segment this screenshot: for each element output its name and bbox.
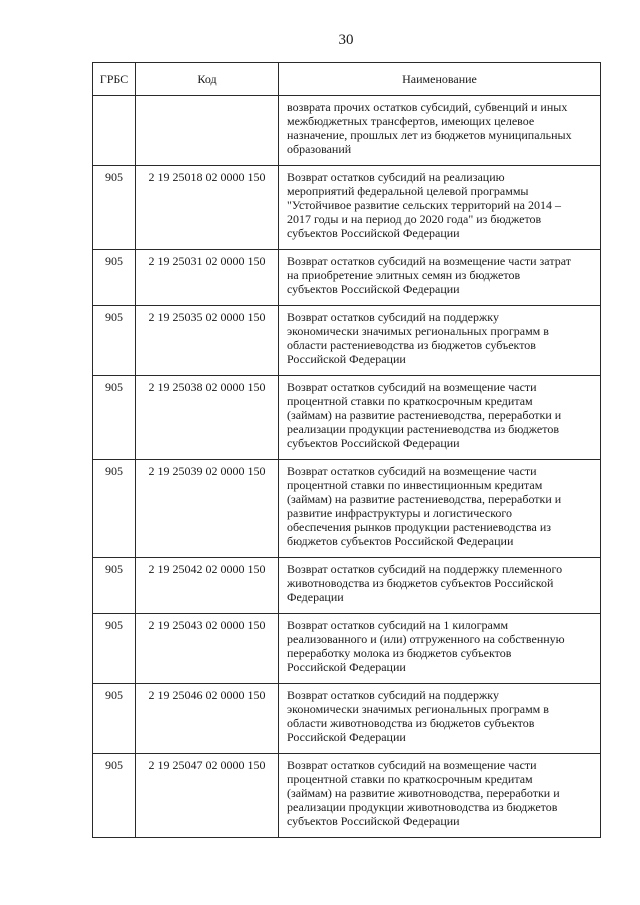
cell-code: 2 19 25018 02 0000 150 bbox=[136, 166, 279, 250]
table-row bbox=[93, 376, 601, 460]
cell-name: Возврат остатков субсидий на реализацию мероприятий федеральной целевой программы "Устойчивое развитие сельских территорий на 2014 – 2017 годы и на период до 2020 года" из бюджетов субъектов Российской Федерации bbox=[279, 166, 601, 250]
header-grbs: ГРБС bbox=[93, 63, 136, 96]
cell-code: 2 19 25038 02 0000 150 bbox=[136, 376, 279, 460]
table-row bbox=[93, 306, 601, 376]
cell-grbs: 905 bbox=[93, 614, 136, 684]
page-number: 30 bbox=[338, 32, 354, 48]
cell-name: Возврат остатков субсидий на 1 килограмм реализованного и (или) отгруженного на собственную переработку молока из бюджетов субъектов Российской Федерации bbox=[279, 614, 601, 684]
header-code: Код bbox=[136, 63, 279, 96]
cell-name: Возврат остатков субсидий на поддержку экономически значимых региональных программ в области животноводства из бюджетов субъектов Российской Федерации bbox=[279, 684, 601, 754]
table-row bbox=[93, 558, 601, 614]
cell-code bbox=[136, 96, 279, 166]
table-row bbox=[93, 684, 601, 754]
cell-code: 2 19 25042 02 0000 150 bbox=[136, 558, 279, 614]
budget-codes-table bbox=[92, 62, 601, 838]
cell-code: 2 19 25047 02 0000 150 bbox=[136, 754, 279, 838]
cell-code: 2 19 25039 02 0000 150 bbox=[136, 460, 279, 558]
cell-grbs bbox=[93, 96, 136, 166]
cell-grbs: 905 bbox=[93, 558, 136, 614]
table-row bbox=[93, 460, 601, 558]
cell-grbs: 905 bbox=[93, 166, 136, 250]
cell-name: Возврат остатков субсидий на возмещение части затрат на приобретение элитных семян из бюджетов субъектов Российской Федерации bbox=[279, 250, 601, 306]
header-row bbox=[93, 63, 601, 96]
cell-name: Возврат остатков субсидий на поддержку экономически значимых региональных программ в области растениеводства из бюджетов субъектов Российской Федерации bbox=[279, 306, 601, 376]
cell-code: 2 19 25043 02 0000 150 bbox=[136, 614, 279, 684]
cell-name: Возврат остатков субсидий на поддержку племенного животноводства из бюджетов субъектов Российской Федерации bbox=[279, 558, 601, 614]
table-header bbox=[93, 63, 601, 96]
cell-grbs: 905 bbox=[93, 376, 136, 460]
header-name: Наименование bbox=[279, 63, 601, 96]
cell-name: Возврат остатков субсидий на возмещение части процентной ставки по инвестиционным кредитам (займам) на развитие растениеводства, переработки и развитие инфраструктуры и логистического обеспечения рынков продукции растениеводства из бюджетов субъектов Российской Федерации bbox=[279, 460, 601, 558]
table-row bbox=[93, 250, 601, 306]
cell-grbs: 905 bbox=[93, 684, 136, 754]
table-body bbox=[93, 96, 601, 838]
cell-grbs: 905 bbox=[93, 306, 136, 376]
table-row bbox=[93, 96, 601, 166]
cell-name: Возврат остатков субсидий на возмещение части процентной ставки по краткосрочным кредитам (займам) на развитие растениеводства, переработки и реализации продукции растениеводства из бюджетов субъектов Российской Федерации bbox=[279, 376, 601, 460]
table-row bbox=[93, 614, 601, 684]
table-row bbox=[93, 754, 601, 838]
cell-code: 2 19 25031 02 0000 150 bbox=[136, 250, 279, 306]
cell-grbs: 905 bbox=[93, 460, 136, 558]
cell-code: 2 19 25035 02 0000 150 bbox=[136, 306, 279, 376]
cell-code: 2 19 25046 02 0000 150 bbox=[136, 684, 279, 754]
cell-name: Возврат остатков субсидий на возмещение части процентной ставки по краткосрочным кредитам (займам) на развитие животноводства, переработки и реализации продукции животноводства из бюджетов субъектов Российской Федерации bbox=[279, 754, 601, 838]
cell-grbs: 905 bbox=[93, 754, 136, 838]
cell-name: возврата прочих остатков субсидий, субвенций и иных межбюджетных трансфертов, имеющих целевое назначение, прошлых лет из бюджетов муниципальных образований bbox=[279, 96, 601, 166]
cell-grbs: 905 bbox=[93, 250, 136, 306]
table-row bbox=[93, 166, 601, 250]
